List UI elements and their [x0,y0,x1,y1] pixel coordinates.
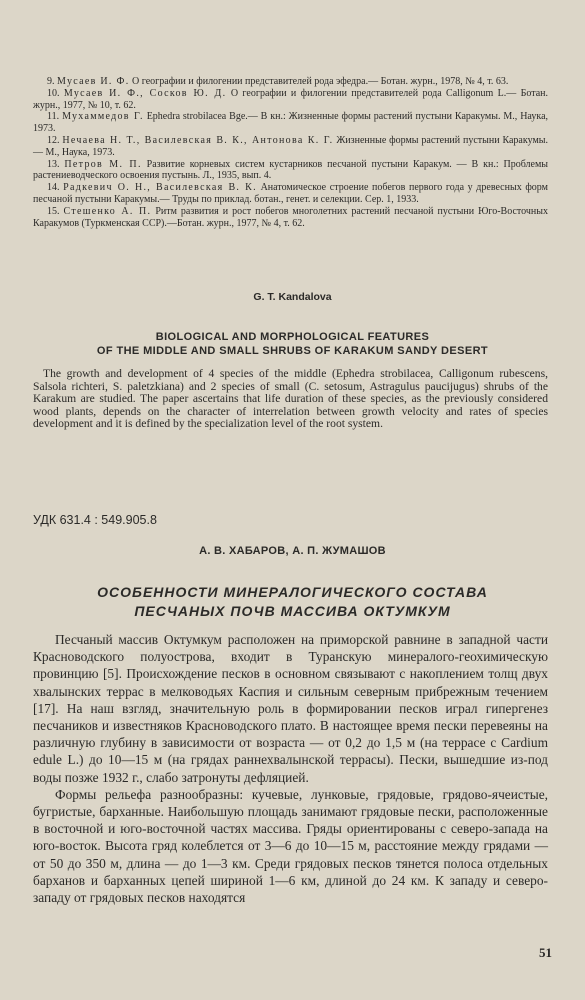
reference-item: 9. Мусаев И. Ф. О географии и филогении представителей рода эфедра.— Ботан. журн., 1978, № 4, т. 63. [47,76,509,87]
reference-item: 15. Стешенко А. П. Ритм развития и рост побегов многолетних растений песчаной пустыни Юго-Восточных Каракумов (Туркменская ССР).—Ботан. журн., 1977, № 4, т. 62. [33,205,548,229]
reference-list [33,76,548,229]
article-authors: А. В. ХАБАРОВ, А. П. ЖУМАШОВ [199,545,386,557]
english-abstract: The growth and development of 4 species of the middle (Ephedra strobilacea, Calligonum rubescens, Salsola richteri, S. paletzkiana) and 2 species of small (C. setosum, Astragulus paucijugus) shrubs of the Karakum are studied. The paper ascertains that life duration of these species, as the previously considered wood plants, depends on the character of interrelation between growth velocity and rates of species development and it is defined by the specialization level of the root system. [33,367,548,431]
paragraph: Песчаный массив Октумкум расположен на приморской равнине в западной части Красноводского полуострова, входит в Туранскую минералого-геохимическую провинцию [5]. Происхождение песков в основном связывают с накоплением толщ двух хвалынских террас в мелководьях Каспия и сильным северным прибрежным течением [17]. На наш взгляд, значительную роль в формировании песков играл гипергенез песчаников и известняков Красноводского плато. В настоящее время пески перевеяны на различную глубину в зависимости от возраста — от 0,2 до 1,5 м (на террасе с Cardium edule L.) до 10—15 м (на грядах раннехвалынской террасы). Пески, вышедшие из-под воды позже 1932 г., слабо затронуты дефляцией. [33,632,548,785]
article-title: ОСОБЕННОСТИ МИНЕРАЛОГИЧЕСКОГО СОСТАВА ПЕСЧАНЫХ ПОЧВ МАССИВА ОКТУМКУМ [97,584,488,619]
page-number: 51 [539,945,552,960]
udk-code: УДК 631.4 : 549.905.8 [33,513,157,527]
article-body [33,631,548,906]
reference-item: 13. Петров М. П. Развитие корневых систем кустарников песчаной пустыни Каракум. — В кн.: Проблемы растениеводческого освоения пустынь. Л., 1935, вып. 4. [33,158,549,182]
reference-item: 12. Нечаева Н. Т., Василевская В. К., Антонова К. Г. Жизненные формы растений пустыни Каракумы.— М., Наука, 1973. [33,134,548,158]
reference-item: 10. Мусаев И. Ф., Сосков Ю. Д. О географии и филогении представителей рода Calligonum L.— Ботан. журн., 1977, № 10, т. 62. [33,87,549,111]
english-author: G. T. Kandalova [253,291,332,303]
paragraph: Формы рельефа разнообразны: кучевые, лунковые, грядовые, грядово-ячеистые, бугристые, барханные. Наибольшую площадь занимают грядовые пески, расположенные в восточной и юго-восточной частях массива. Гряды ориентированы с северо-запада на юго-восток. Высота гряд колеблется от 3—6 до 10—15 м, расстояние между грядами — от 50 до 350 м, длина — до 1—3 км. Среди грядовых песков тянется полоса отдельных барханов и барханных цепей шириной 1—6 км, длиной до 24 км. К западу и северо-западу от грядовых песков находятся [33,786,548,906]
reference-item: 11. Мухаммедов Г. Ephedra strobilacea Bge.— В кн.: Жизненные формы растений пустыни Каракумы. М., Наука, 1973. [33,111,549,135]
english-title: BIOLOGICAL AND MORPHOLOGICAL FEATURES OF THE MIDDLE AND SMALL SHRUBS OF KARAKUM SANDY DESERT [96,331,489,357]
reference-item: 14. Радкевич О. Н., Василевская В. К. Анатомическое строение побегов первого года у древесных форм песчаной пустыни Каракумы.— Труды по приклад. ботан., генет. и селекции. Сер. 1, 1933. [33,182,548,205]
